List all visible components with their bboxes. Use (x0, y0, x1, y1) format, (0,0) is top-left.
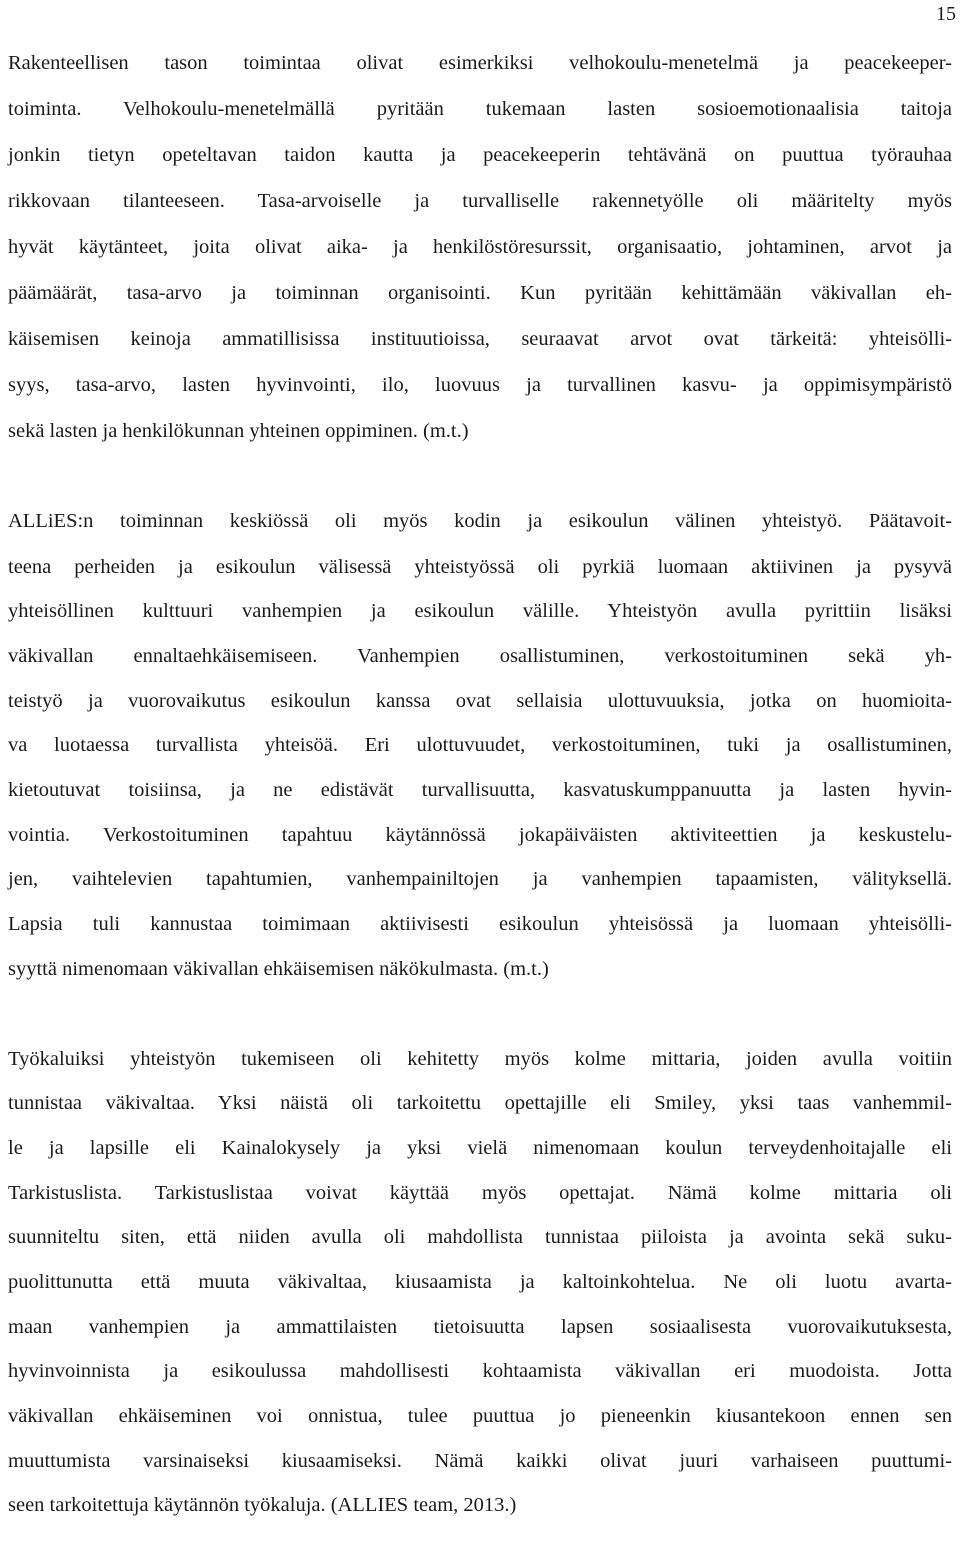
text-line: Työkaluiksi yhteistyön tukemiseen oli kehitetty myös kolme mittaria, joiden avulla voitiin (8, 1048, 952, 1070)
text-line: sekä lasten ja henkilökunnan yhteinen oppiminen. (m.t.) (8, 420, 469, 442)
text-line: seen tarkoitettuja käytännön työkaluja. (ALLIES team, 2013.) (8, 1494, 517, 1516)
text-line: kietoutuvat toisiinsa, ja ne edistävät turvallisuutta, kasvatuskumppanuutta ja lasten hyvin- (8, 779, 952, 801)
text-line: vointia. Verkostoituminen tapahtuu käytännössä jokapäiväisten aktiviteettien ja keskustelu- (8, 824, 952, 846)
text-line: rikkovaan tilanteeseen. Tasa-arvoiselle ja turvalliselle rakennetyölle oli määritelty myös (8, 190, 952, 212)
text-line: va luotaessa turvallista yhteisöä. Eri ulottuvuudet, verkostoituminen, tuki ja osallistuminen, (8, 734, 952, 756)
text-line: päämäärät, tasa-arvo ja toiminnan organisointi. Kun pyritään kehittämään väkivallan eh- (8, 282, 952, 304)
text-line: väkivallan ehkäiseminen voi onnistua, tulee puuttua jo pieneenkin kiusantekoon ennen sen (8, 1405, 952, 1427)
page-number: 15 (936, 3, 956, 25)
text-line: väkivallan ennaltaehkäisemiseen. Vanhempien osallistuminen, verkostoituminen sekä yh- (8, 645, 952, 667)
text-line: Lapsia tuli kannustaa toimimaan aktiivisesti esikoulun yhteisössä ja luomaan yhteisölli- (8, 913, 952, 935)
text-line: ALLiES:n toiminnan keskiössä oli myös kodin ja esikoulun välinen yhteistyö. Päätavoit- (8, 510, 952, 532)
text-line: tunnistaa väkivaltaa. Yksi näistä oli tarkoitettu opettajille eli Smiley, yksi taas vanhemmil- (8, 1092, 952, 1114)
text-line: suunniteltu siten, että niiden avulla oli mahdollista tunnistaa piiloista ja avointa sekä suku- (8, 1226, 952, 1248)
text-line: toiminta. Velhokoulu-menetelmällä pyritään tukemaan lasten sosioemotionaalisia taitoja (8, 98, 952, 120)
text-line: hyvät käytänteet, joita olivat aika- ja henkilöstöresurssit, organisaatio, johtaminen, arvot ja (8, 236, 952, 258)
text-line: syys, tasa-arvo, lasten hyvinvointi, ilo, luovuus ja turvallinen kasvu- ja oppimisympäristö (8, 374, 952, 396)
text-line: yhteisöllinen kulttuuri vanhempien ja esikoulun välille. Yhteistyön avulla pyrittiin lisäksi (8, 600, 952, 622)
text-line: jonkin tietyn opeteltavan taidon kautta ja peacekeeperin tehtävänä on puuttua työrauhaa (8, 144, 952, 166)
text-line: muuttumista varsinaiseksi kiusaamiseksi. Nämä kaikki olivat juuri varhaiseen puuttumi- (8, 1450, 952, 1472)
text-line: puolittunutta että muuta väkivaltaa, kiusaamista ja kaltoinkohtelua. Ne oli luotu avarta- (8, 1271, 952, 1293)
text-line: maan vanhempien ja ammattilaisten tietoisuutta lapsen sosiaalisesta vuorovaikutuksesta, (8, 1316, 952, 1338)
text-line: syyttä nimenomaan väkivallan ehkäisemisen näkökulmasta. (m.t.) (8, 958, 549, 980)
text-line: teena perheiden ja esikoulun välisessä yhteistyössä oli pyrkiä luomaan aktiivinen ja pysyvä (8, 556, 952, 578)
text-line: käisemisen keinoja ammatillisissa instituutioissa, seuraavat arvot ovat tärkeitä: yhteisölli- (8, 328, 952, 350)
text-line: hyvinvoinnista ja esikoulussa mahdollisesti kohtaamista väkivallan eri muodoista. Jotta (8, 1360, 952, 1382)
text-line: Rakenteellisen tason toimintaa olivat esimerkiksi velhokoulu-menetelmä ja peacekeeper- (8, 52, 952, 74)
text-line: Tarkistuslista. Tarkistuslistaa voivat käyttää myös opettajat. Nämä kolme mittaria oli (8, 1182, 952, 1204)
text-line: teistyö ja vuorovaikutus esikoulun kanssa ovat sellaisia ulottuvuuksia, jotka on huomioita- (8, 690, 952, 712)
text-line: jen, vaihtelevien tapahtumien, vanhempainiltojen ja vanhempien tapaamisten, välityksellä. (8, 868, 952, 890)
text-line: le ja lapsille eli Kainalokysely ja yksi vielä nimenomaan koulun terveydenhoitajalle eli (8, 1137, 952, 1159)
